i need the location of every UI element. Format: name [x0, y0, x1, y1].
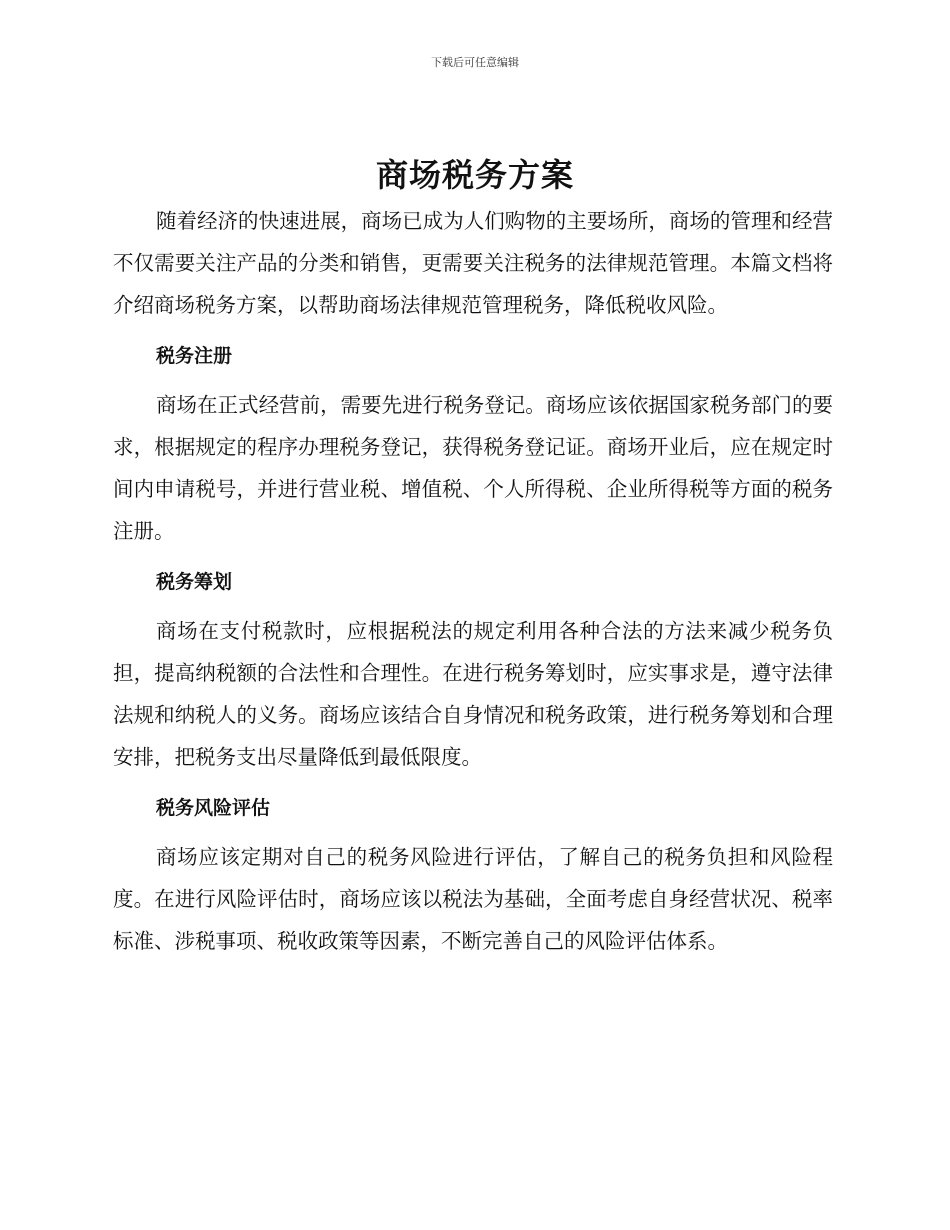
- section-tax-registration: [113, 336, 833, 552]
- section-heading: 税务筹划: [156, 571, 233, 593]
- section-paragraph: 商场在支付税款时，应根据税法的规定利用各种合法的方法来减少税务负担，提高纳税额的合法性和合理性。在进行税务筹划时，应实事求是，遵守法律法规和纳税人的义务。商场应该结合自身情况和税务政策，进行税务筹划和合理安排，把税务支出尽量降低到最低限度。: [113, 619, 833, 769]
- section-tax-risk-assessment: [113, 788, 833, 962]
- section-paragraph: 商场在正式经营前，需要先进行税务登记。商场应该依据国家税务部门的要求，根据规定的程序办理税务登记，获得税务登记证。商场开业后，应在规定时间内申请税号，并进行营业税、增值税、个人所得税、企业所得税等方面的税务注册。: [113, 393, 833, 543]
- header-note: 下载后可任意编辑: [431, 56, 519, 69]
- intro-paragraph: 随着经济的快速进展，商场已成为人们购物的主要场所，商场的管理和经营不仅需要关注产品的分类和销售，更需要关注税务的法律规范管理。本篇文档将介绍商场税务方案，以帮助商场法律规范管理税务，降低税收风险。: [113, 209, 833, 317]
- section-heading: 税务风险评估: [156, 797, 271, 819]
- section-tax-planning: [113, 562, 833, 778]
- document-body: [113, 200, 833, 962]
- section-heading: 税务注册: [156, 345, 233, 367]
- section-paragraph: 商场应该定期对自己的税务风险进行评估，了解自己的税务负担和风险程度。在进行风险评估时，商场应该以税法为基础，全面考虑自身经营状况、税率标准、涉税事项、税收政策等因素，不断完善自己的风险评估体系。: [113, 845, 833, 953]
- document-title: 商场税务方案: [375, 156, 574, 194]
